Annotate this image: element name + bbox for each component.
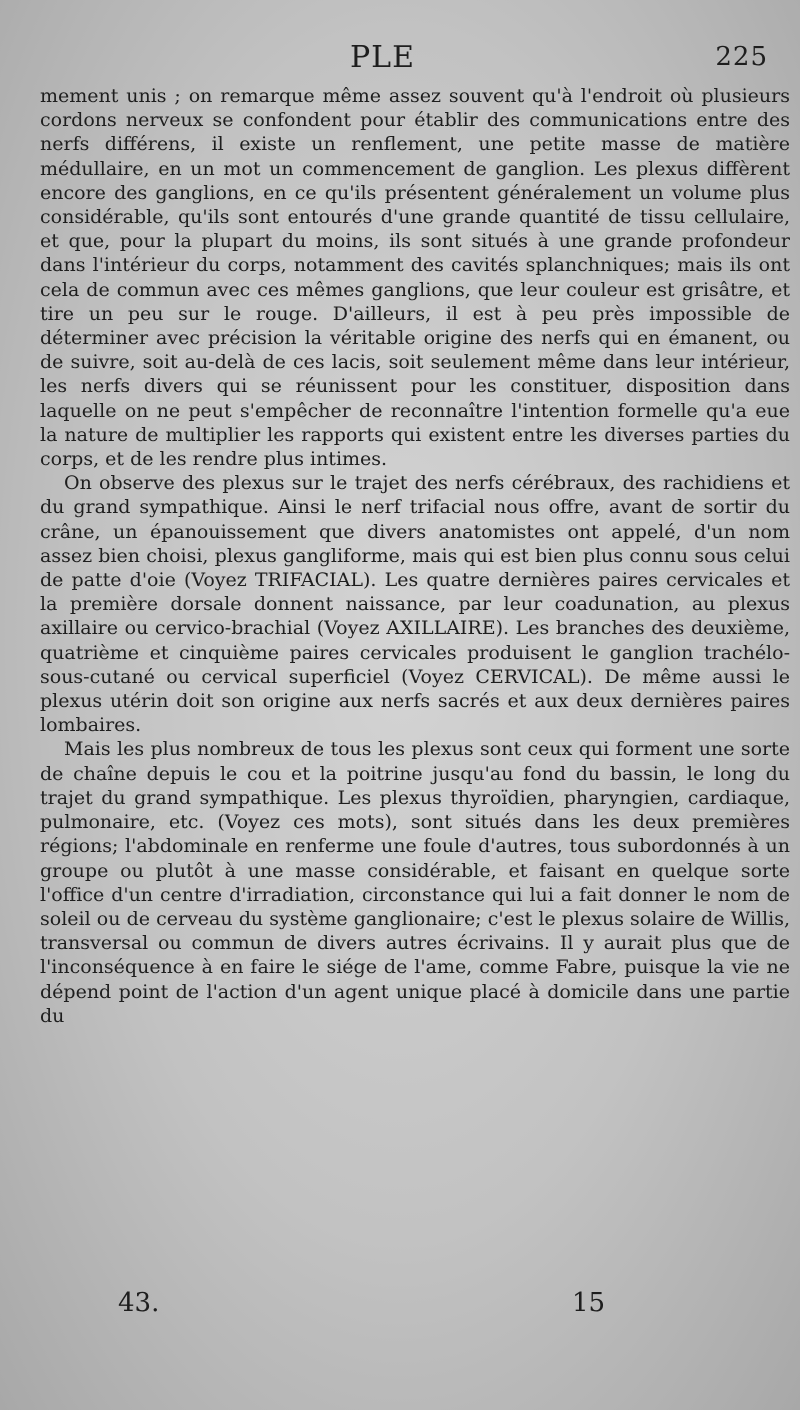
running-header xyxy=(40,40,790,84)
body-text xyxy=(40,84,790,1028)
running-title: PLE xyxy=(350,40,416,75)
page-number: 225 xyxy=(715,42,768,72)
paragraph-2: On observe des plexus sur le trajet des nerfs cérébraux, des rachidiens et du grand sympathique. Ainsi le nerf trifacial nous offre, avant de sortir du crâne, un épanouissement que divers anatomistes ont appelé, d'un nom assez bien choisi, plexus gangliforme, mais qui est bien plus connu sous celui de patte d'oie (Voyez TRIFACIAL). Les quatre dernières paires cervicales et la première dorsale donnent naissance, par leur coadunation, au plexus axillaire ou cervico-brachial (Voyez AXILLAIRE). Les branches des deuxième, quatrième et cinquième paires cervicales produisent le ganglion trachélo-sous-cutané ou cervical superficiel (Voyez CERVICAL). De même aussi le plexus utérin doit son origine aux nerfs sacrés et aux deux dernières paires lombaires. xyxy=(40,472,790,737)
volume-signature: 43. xyxy=(118,1288,160,1318)
paragraph-1: mement unis ; on remarque même assez souvent qu'à l'endroit où plusieurs cordons nerveux se confondent pour établir des communications entre des nerfs différens, il existe un renflement, une petite masse de matière médullaire, en un mot un commencement de ganglion. Les plexus diffèrent encore des ganglions, en ce qu'ils présentent généralement un volume plus considérable, qu'ils sont entourés d'une grande quantité de tissu cellulaire, et que, pour la plupart du moins, ils sont situés à une grande profondeur dans l'intérieur du corps, notamment des cavités splanchniques; mais ils ont cela de commun avec ces mêmes ganglions, que leur couleur est grisâtre, et tire un peu sur le rouge. D'ailleurs, il est à peu près impossible de déterminer avec précision la véritable origine des nerfs qui en émanent, ou de suivre, soit au-delà de ces lacis, soit seulement même dans leur intérieur, les nerfs divers qui se réunissent pour les constituer, disposition dans laquelle on ne peut s'empêcher de reconnaître l'intention formelle qu'a eue la nature de multiplier les rapports qui existent entre les diverses parties du corps, et de les rendre plus intimes. xyxy=(40,85,790,471)
sheet-signature: 15 xyxy=(572,1288,606,1318)
page-footer xyxy=(0,1288,800,1328)
paragraph-3: Mais les plus nombreux de tous les plexus sont ceux qui forment une sorte de chaîne depuis le cou et la poitrine jusqu'au fond du bassin, le long du trajet du grand sympathique. Les plexus thyroïdien, pharyngien, cardiaque, pulmonaire, etc. (Voyez ces mots), sont situés dans les deux premières régions; l'abdominale en renferme une foule d'autres, tous subordonnés à un groupe ou plutôt à une masse considérable, et faisant en quelque sorte l'office d'un centre d'irradiation, circonstance qui lui a fait donner le nom de soleil ou de cerveau du système ganglionaire; c'est le plexus solaire de Willis, transversal ou commun de divers autres écrivains. Il y aurait plus que de l'inconséquence à en faire le siége de l'ame, comme Fabre, puisque la vie ne dépend point de l'action d'un agent unique placé à domicile dans une partie du xyxy=(40,738,790,1027)
